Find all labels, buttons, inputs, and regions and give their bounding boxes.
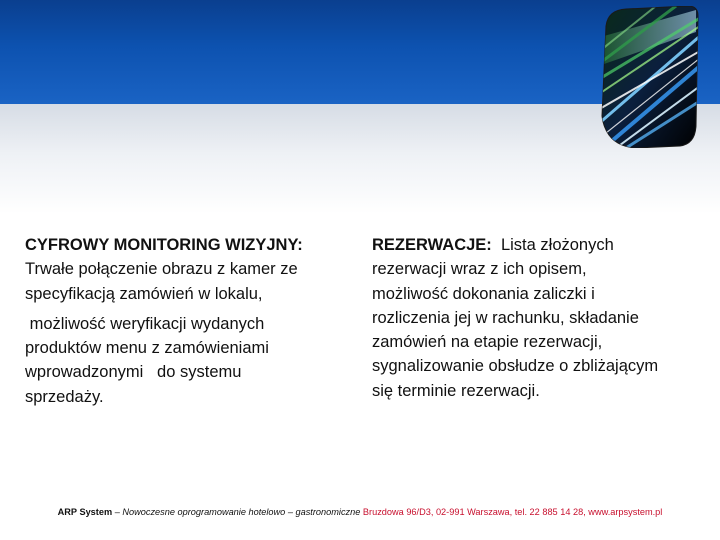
text-line: produktów menu z zamówieniami: [25, 339, 269, 358]
footer-separator: –: [112, 507, 123, 517]
light-streaks-cube-icon: [596, 6, 700, 148]
text-line: rozliczenia jej w rachunku, składanie: [372, 308, 639, 327]
text-line: rezerwacji wraz z ich opisem,: [372, 260, 587, 279]
footer-tagline: Nowoczesne oprogramowanie hotelowo – gastronomiczne: [122, 507, 361, 517]
footer-brand: ARP System: [57, 507, 113, 517]
text-line: możliwość dokonania zaliczki i: [372, 284, 595, 303]
reservations-first-line: [372, 233, 697, 257]
text-line: specyfikacją zamówień w lokalu,: [25, 284, 263, 303]
footer-address: Bruzdowa 96/D3, 02-991 Warszawa, tel. 22 885 14 28, www.arpsystem.pl: [360, 507, 663, 517]
text-line: wprowadzonymi do systemu: [25, 363, 242, 382]
reservations-heading: REZERWACJE:: [372, 236, 492, 254]
digital-monitoring-heading: CYFROWY MONITORING WIZYJNY:: [25, 236, 303, 254]
text-line: sprzedaży.: [25, 387, 104, 406]
text-line: Trwałe połączenie obrazu z kamer ze: [25, 260, 298, 279]
text-line: możliwość weryfikacji wydanych: [25, 314, 265, 333]
text-line: się terminie rezerwacji.: [372, 381, 540, 400]
footer: [0, 507, 720, 517]
text-line-rest: Lista złożonych: [491, 236, 614, 254]
text-line: sygnalizowanie obsłudze o zbliżającym: [372, 357, 659, 376]
digital-monitoring-column: [25, 233, 345, 409]
reservations-column: [372, 233, 697, 403]
text-line: zamówień na etapie rezerwacji,: [372, 333, 603, 352]
